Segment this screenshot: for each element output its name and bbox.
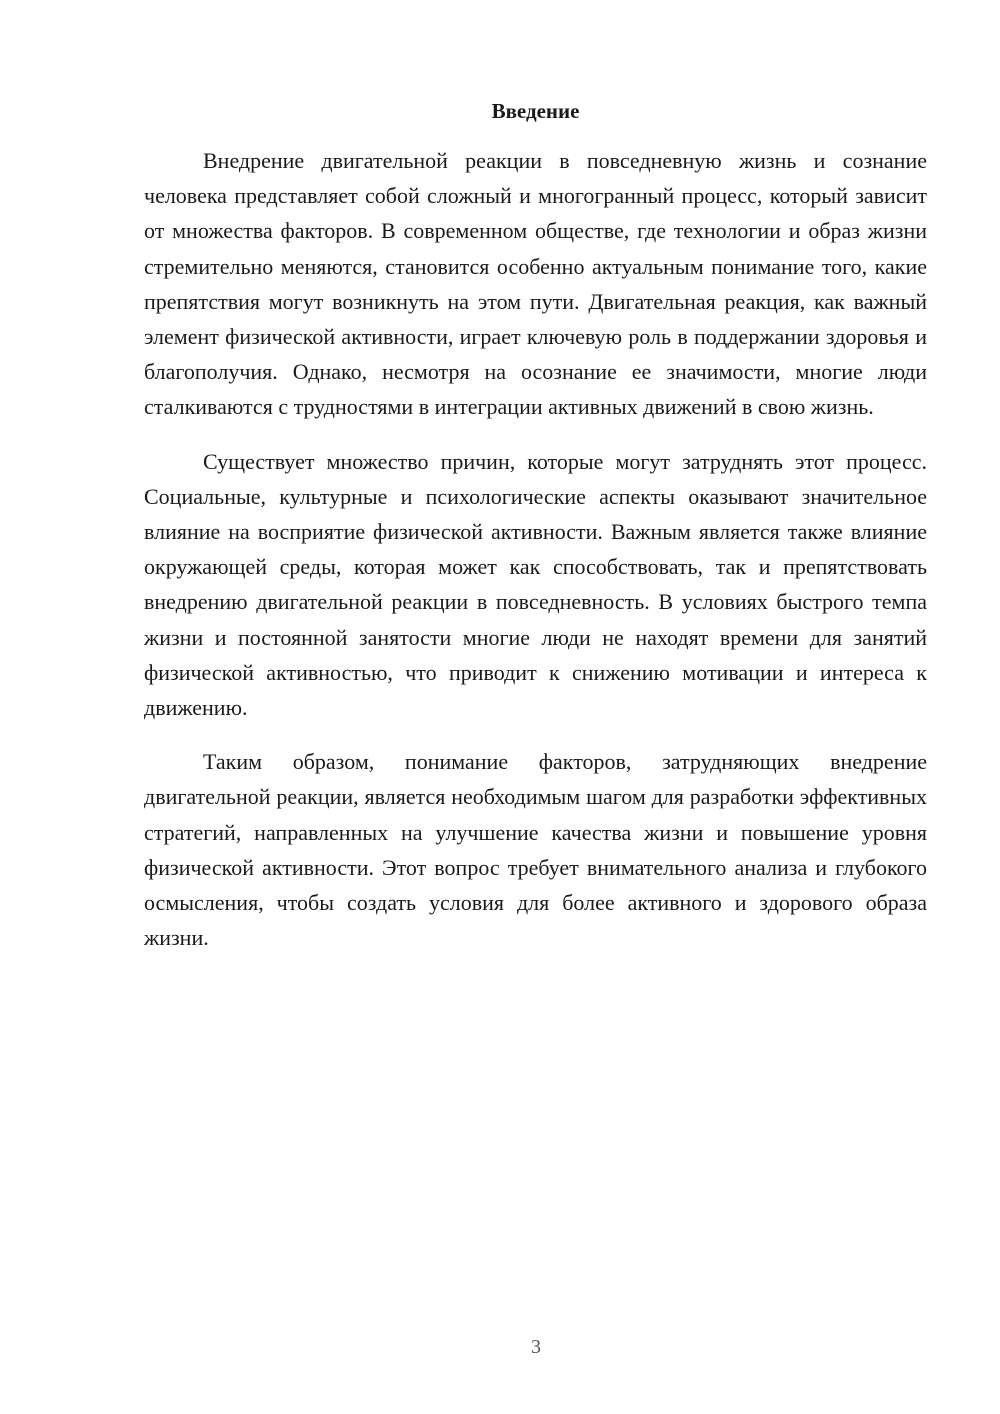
paragraph-3: Таким образом, понимание факторов, затрудняющих внедрение двигательной реакции, является необходимым шагом для разработки эффективных стратегий, направленных на улучшение качества жизни и повышение уровня физической активности. Этот вопрос требует внимательного анализа и глубокого осмысления, чтобы создать условия для более активного и здорового образа жизни. <box>144 749 927 951</box>
body-text <box>144 143 927 974</box>
paragraph-2: Существует множество причин, которые могут затруднять этот процесс. Социальные, культурные и психологические аспекты оказывают значительное влияние на восприятие физической активности. Важным является также влияние окружающей среды, которая может как способствовать, так и препятствовать внедрению двигательной реакции в повседневность. В условиях быстрого темпа жизни и постоянной занятости многие люди не находят времени для занятий физической активностью, что приводит к снижению мотивации и интереса к движению. <box>144 448 927 721</box>
paragraph-1: Внедрение двигательной реакции в повседневную жизнь и сознание человека представляет собой сложный и многогранный процесс, который зависит от множества факторов. В современном обществе, где технологии и образ жизни стремительно меняются, становится особенно актуальным понимание того, какие препятствия могут возникнуть на этом пути. Двигательная реакция, как важный элемент физической активности, играет ключевую роль в поддержании здоровья и благополучия. Однако, несмотря на осознание ее значимости, многие люди сталкиваются с трудностями в интеграции активных движений в свою жизнь. <box>144 148 927 420</box>
page-number: 3 <box>531 1336 541 1358</box>
page-title: Введение <box>491 99 580 123</box>
